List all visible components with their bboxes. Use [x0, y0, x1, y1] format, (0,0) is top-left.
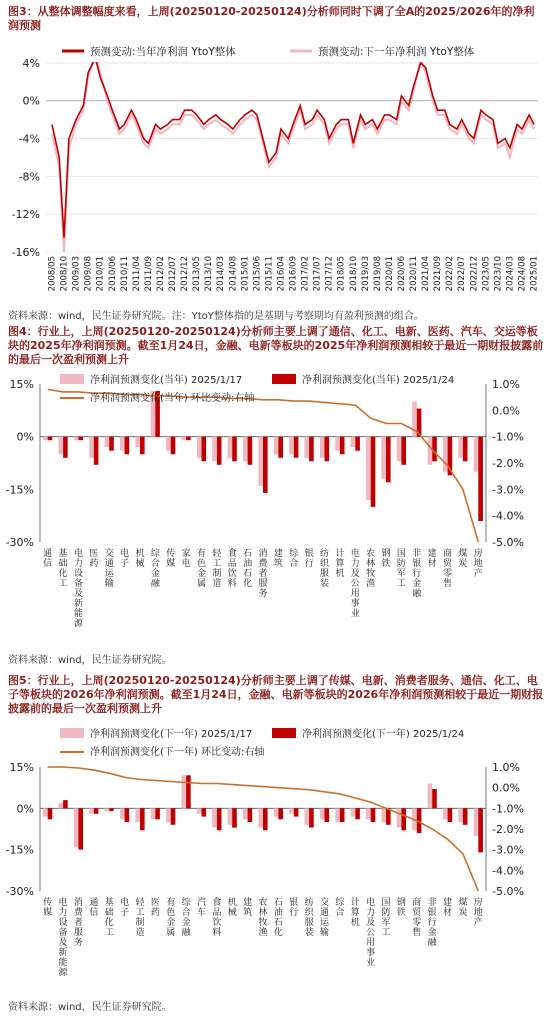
- bar-previous: [289, 808, 294, 814]
- x-category-label: 食品饮料: [212, 898, 222, 938]
- series-line-current-year: [52, 58, 534, 238]
- x-category-label: 电力及公用事业: [350, 549, 360, 619]
- x-category-label: 有色金属: [196, 549, 206, 589]
- bar-latest: [202, 437, 207, 462]
- x-category-label: 综合: [335, 898, 345, 918]
- y2-tick-label: -3.0%: [492, 843, 524, 857]
- bar-latest: [371, 437, 376, 507]
- x-tick-label: 2012/12: [180, 256, 191, 292]
- bar-latest: [248, 437, 253, 465]
- x-category-label: 汽车: [196, 898, 206, 918]
- x-category-label: 计算机: [335, 549, 345, 579]
- x-category-label: 钢铁: [396, 898, 406, 918]
- bar-latest: [325, 808, 330, 822]
- bar-latest: [340, 808, 345, 822]
- bar-previous: [89, 437, 94, 458]
- y2-tick-label: -5.0%: [492, 885, 524, 898]
- bar-previous: [443, 808, 448, 819]
- y-tick-label: 0%: [16, 430, 34, 444]
- bar-previous: [335, 808, 340, 822]
- bar-previous: [274, 437, 279, 455]
- bar-previous: [381, 437, 386, 479]
- bar-latest: [232, 808, 237, 827]
- x-tick-label: 2010/01: [95, 256, 106, 292]
- series-line-next-year: [52, 54, 534, 253]
- x-category-label: 机械: [135, 549, 145, 569]
- bar-previous: [428, 437, 433, 465]
- bar-previous: [243, 808, 248, 819]
- bar-latest: [109, 808, 114, 811]
- x-category-label: 传媒: [43, 898, 53, 918]
- x-category-label: 基础化工: [58, 549, 68, 589]
- y-tick-label: -15%: [5, 483, 34, 497]
- bar-latest: [94, 808, 99, 814]
- x-category-label: 建筑: [273, 549, 283, 569]
- bar-latest: [171, 808, 176, 825]
- x-tick-label: 2021/04: [421, 256, 432, 292]
- bar-previous: [243, 437, 248, 462]
- bar-previous: [397, 808, 402, 827]
- x-category-label: 交通运输: [320, 898, 330, 938]
- x-tick-label: 2013/05: [192, 256, 203, 292]
- y2-tick-label: 1.0%: [492, 761, 520, 774]
- bar-previous: [182, 437, 187, 441]
- x-category-label: 基础化工: [104, 898, 114, 938]
- figure3-source: 资料来源：wind，民生证券研究院。注：YtoY整体指的是基期与考察期均有盈利预测的组合。: [8, 311, 424, 322]
- bar-previous: [305, 437, 310, 458]
- y-tick-label: -30%: [5, 536, 34, 549]
- x-category-label: 电子: [120, 549, 130, 569]
- bar-latest: [478, 437, 483, 521]
- x-tick-label: 2008/10: [59, 256, 70, 292]
- x-tick-label: 2018/10: [348, 256, 359, 292]
- bar-latest: [202, 808, 207, 816]
- x-category-label: 农林牧渔: [366, 549, 376, 589]
- bar-previous: [274, 808, 279, 816]
- bar-latest: [371, 808, 376, 822]
- x-tick-label: 2014/08: [228, 256, 239, 292]
- bar-previous: [59, 437, 64, 455]
- x-tick-label: 2019/03: [360, 256, 371, 292]
- x-tick-label: 2016/09: [288, 256, 299, 292]
- y2-tick-label: 0.0%: [492, 404, 520, 418]
- bar-previous: [381, 808, 386, 822]
- y2-tick-label: -2.0%: [492, 457, 524, 470]
- x-tick-label: 2024/08: [517, 256, 528, 292]
- x-category-label: 非银行金融: [412, 549, 422, 599]
- x-category-label: 综合金融: [181, 898, 191, 938]
- bar-latest: [140, 808, 145, 830]
- bar-latest: [340, 437, 345, 455]
- bar-latest: [432, 437, 437, 462]
- x-category-label: 机械: [227, 898, 237, 918]
- bar-previous: [197, 808, 202, 814]
- bar-previous: [120, 437, 125, 451]
- x-category-label: 传媒: [166, 549, 176, 569]
- x-tick-label: 2018/05: [336, 256, 347, 292]
- x-tick-label: 2011/09: [143, 256, 154, 292]
- bar-previous: [197, 437, 202, 458]
- bar-latest: [309, 437, 314, 462]
- y-tick-label: 0%: [22, 94, 40, 108]
- x-category-label: 农林牧渔: [258, 898, 268, 938]
- bar-previous: [351, 437, 356, 448]
- bar-previous: [305, 808, 310, 825]
- bar-latest: [217, 437, 222, 465]
- x-tick-label: 2019/08: [372, 256, 383, 292]
- bar-previous: [335, 437, 340, 451]
- x-category-label: 交通运输: [104, 549, 114, 589]
- bar-previous: [120, 808, 125, 819]
- x-category-label: 商贸零售: [412, 898, 422, 938]
- x-tick-label: 2011/04: [131, 256, 142, 292]
- x-category-label: 通信: [43, 549, 53, 569]
- y-tick-label: -30%: [5, 885, 34, 898]
- bar-previous: [212, 808, 217, 827]
- x-tick-label: 2008/05: [47, 256, 58, 292]
- x-category-label: 综合: [289, 549, 299, 569]
- x-category-label: 非银行金融: [427, 898, 437, 948]
- bar-latest: [386, 808, 391, 825]
- x-category-label: 家电: [181, 549, 191, 569]
- bar-latest: [248, 808, 253, 822]
- y-tick-label: -12%: [11, 208, 40, 222]
- bar-previous: [366, 808, 371, 819]
- x-category-label: 食品饮料: [227, 549, 237, 589]
- x-category-label: 煤炭: [458, 898, 468, 918]
- bar-previous: [397, 437, 402, 462]
- bar-latest: [309, 808, 314, 827]
- y-tick-label: -4%: [18, 132, 40, 146]
- x-category-label: 轻工制造: [135, 898, 145, 938]
- x-tick-label: 2017/02: [300, 256, 311, 292]
- bar-latest: [386, 437, 391, 483]
- x-tick-label: 2022/12: [469, 256, 480, 292]
- chart-industry-current-year: [0, 372, 550, 630]
- bar-latest: [232, 437, 237, 462]
- y2-tick-label: -4.0%: [492, 509, 524, 523]
- x-category-label: 房地产: [473, 549, 483, 579]
- legend-label: 预测变动:当年净利润 YtoY整体: [90, 46, 236, 58]
- bar-latest: [355, 808, 360, 819]
- bar-latest: [355, 437, 360, 451]
- legend-label: 净利润预测变化(下一年) 环比变动:右轴: [90, 747, 265, 758]
- bar-previous: [458, 437, 463, 458]
- legend-swatch: [60, 728, 84, 738]
- y2-tick-label: 1.0%: [492, 378, 520, 391]
- x-tick-label: 2020/01: [384, 256, 395, 292]
- chart-industry-next-year: [0, 725, 550, 993]
- bar-previous: [166, 437, 171, 451]
- bar-previous: [43, 808, 48, 816]
- y2-tick-label: 0.0%: [492, 781, 520, 795]
- bar-latest: [294, 437, 299, 458]
- x-category-label: 消费者服务: [73, 898, 83, 948]
- y2-tick-label: -5.0%: [492, 536, 524, 549]
- bar-previous: [182, 775, 187, 808]
- x-tick-label: 2010/11: [119, 256, 130, 292]
- bar-latest: [63, 800, 68, 808]
- x-tick-label: 2017/07: [312, 256, 323, 292]
- x-category-label: 国防军工: [396, 549, 406, 589]
- x-tick-label: 2020/11: [409, 256, 419, 292]
- bar-previous: [458, 808, 463, 822]
- y-tick-label: -16%: [11, 246, 40, 259]
- x-tick-label: 2023/10: [493, 255, 504, 292]
- x-category-label: 电力设备及新能源: [58, 898, 68, 978]
- legend-label: 净利润预测变化(下一年) 2025/1/17: [90, 729, 253, 740]
- bar-latest: [48, 437, 53, 441]
- bar-latest: [278, 808, 283, 819]
- figure5-title: 图5：行业上，上周(20250120-20250124)分析师主要上调了传媒、电新、消费者服务、通信、化工、电子等板块的2026年净利润预测。截至1月24日，金融、电新等板块的2026年净利润预测相较于最近一期财报披露前的最后一次盈利预测上升: [8, 674, 544, 715]
- x-category-label: 综合金融: [150, 549, 160, 589]
- x-category-label: 纺织服装: [304, 898, 314, 938]
- bar-latest: [463, 808, 468, 825]
- x-tick-label: 2013/10: [204, 256, 215, 292]
- x-category-label: 银行: [289, 898, 299, 918]
- x-category-label: 计算机: [350, 898, 360, 928]
- bar-previous: [59, 803, 64, 809]
- x-tick-label: 2021/09: [433, 256, 444, 292]
- legend-label: 净利润预测变化(当年) 2025/1/24: [302, 375, 455, 386]
- x-tick-label: 2012/02: [155, 256, 166, 292]
- x-category-label: 建筑: [243, 898, 253, 918]
- bar-latest: [401, 437, 406, 465]
- x-tick-label: 2023/05: [481, 256, 492, 292]
- bar-previous: [320, 437, 325, 458]
- x-tick-label: 2017/12: [324, 256, 335, 292]
- bar-previous: [105, 437, 110, 448]
- bar-previous: [105, 808, 110, 811]
- bar-previous: [258, 437, 263, 486]
- legend-label: 净利润预测变化(下一年) 2025/1/24: [302, 729, 465, 740]
- bar-latest: [125, 437, 130, 455]
- x-tick-label: 2014/03: [216, 256, 227, 292]
- x-tick-label: 2012/07: [168, 256, 178, 292]
- bar-previous: [74, 808, 79, 847]
- bar-previous: [89, 808, 94, 814]
- bar-previous: [166, 808, 171, 822]
- y2-tick-label: -1.0%: [492, 802, 524, 816]
- bar-previous: [135, 808, 140, 822]
- bar-previous: [289, 437, 294, 455]
- bar-latest: [48, 808, 53, 819]
- x-tick-label: 2022/02: [445, 256, 456, 292]
- bar-latest: [263, 437, 268, 493]
- bar-latest: [463, 437, 468, 462]
- figure4-title: 图4：行业上，上周(20250120-20250124)分析师主要上调了通信、化工、电新、医药、汽车、交运等板块的2025年净利润预测。截至1月24日，金融、电新等板块的2025年净利润预测相较于最近一期财报披露前的最后一次盈利预测上升: [8, 325, 544, 366]
- x-category-label: 房地产: [473, 898, 483, 928]
- x-tick-label: 2009/03: [71, 256, 82, 292]
- bar-previous: [443, 437, 448, 472]
- bar-previous: [135, 437, 140, 448]
- y-tick-label: 0%: [16, 802, 34, 816]
- legend-swatch: [272, 728, 296, 738]
- x-tick-label: 2015/01: [240, 255, 251, 292]
- bar-previous: [74, 437, 79, 441]
- bar-latest: [78, 437, 83, 441]
- y2-tick-label: -3.0%: [492, 483, 524, 497]
- y-tick-label: -8%: [18, 170, 40, 184]
- bar-latest: [478, 808, 483, 852]
- bar-previous: [228, 808, 233, 825]
- x-tick-label: 2015/06: [252, 256, 263, 292]
- legend-label: 净利润预测变化(当年) 2025/1/17: [90, 375, 243, 386]
- bar-latest: [217, 808, 222, 830]
- y-tick-label: 4%: [22, 56, 40, 70]
- bar-previous: [228, 437, 233, 458]
- x-tick-label: 2010/06: [107, 256, 118, 292]
- bar-latest: [186, 437, 191, 441]
- bar-latest: [186, 775, 191, 808]
- legend-swatch: [60, 374, 84, 384]
- bar-previous: [258, 808, 263, 827]
- x-category-label: 电力设备及新能源: [73, 549, 83, 629]
- x-tick-label: 2015/11: [264, 256, 275, 292]
- bar-latest: [155, 808, 160, 819]
- figure4-source: 资料来源：wind，民生证券研究院。: [8, 655, 172, 666]
- x-category-label: 电力及公用事业: [366, 898, 376, 968]
- bar-previous: [366, 437, 371, 500]
- bar-latest: [325, 437, 330, 462]
- x-tick-label: 2025/01: [529, 256, 540, 292]
- x-category-label: 消费者服务: [258, 549, 268, 599]
- x-category-label: 银行: [304, 549, 314, 569]
- x-category-label: 电子: [120, 898, 130, 918]
- x-category-label: 有色金属: [166, 898, 176, 938]
- bar-latest: [140, 437, 145, 455]
- y2-tick-label: -4.0%: [492, 864, 524, 878]
- x-category-label: 建材: [427, 549, 437, 569]
- legend-label: 预测变动:下一年净利润 YtoY整体: [318, 46, 475, 58]
- bar-previous: [43, 437, 48, 441]
- bar-previous: [151, 808, 156, 819]
- x-category-label: 轻工制造: [212, 549, 222, 589]
- figure5-source: 资料来源：wind，民生证券研究院。: [8, 1002, 172, 1013]
- bar-previous: [428, 784, 433, 809]
- chart-forecast-change-trend: [0, 36, 550, 304]
- y2-tick-label: -2.0%: [492, 823, 524, 836]
- x-category-label: 通信: [89, 898, 99, 918]
- x-category-label: 石油石化: [243, 549, 253, 589]
- x-tick-label: 2020/06: [396, 256, 407, 292]
- x-tick-label: 2009/08: [83, 256, 94, 292]
- x-category-label: 煤炭: [458, 549, 468, 569]
- x-category-label: 国防军工: [381, 898, 391, 938]
- bar-latest: [448, 808, 453, 822]
- bar-latest: [401, 808, 406, 830]
- x-tick-label: 2022/07: [457, 256, 468, 292]
- figure3-title: 图3：从整体调整幅度来看，上周(20250120-20250124)分析师同时下调了全A的2025/2026年的净利润预测: [8, 5, 535, 32]
- bar-latest: [171, 437, 176, 455]
- bar-previous: [474, 437, 479, 472]
- y-tick-label: -15%: [5, 843, 34, 857]
- bar-previous: [212, 437, 217, 462]
- bar-latest: [94, 437, 99, 465]
- x-category-label: 医药: [89, 549, 99, 569]
- bar-latest: [263, 808, 268, 830]
- bar-latest: [63, 437, 68, 458]
- bar-latest: [125, 808, 130, 822]
- x-category-label: 医药: [150, 898, 160, 918]
- legend-swatch: [272, 374, 296, 384]
- bar-previous: [474, 808, 479, 836]
- y2-tick-label: -1.0%: [492, 430, 524, 444]
- bar-latest: [432, 789, 437, 808]
- x-category-label: 建材: [443, 898, 453, 918]
- bar-previous: [351, 808, 356, 816]
- y-tick-label: 15%: [9, 761, 34, 774]
- x-tick-label: 2024/03: [505, 256, 516, 292]
- x-category-label: 石油石化: [273, 898, 283, 938]
- x-category-label: 钢铁: [381, 549, 391, 569]
- y-tick-label: 15%: [9, 378, 34, 391]
- bar-previous: [320, 808, 325, 819]
- legend-label: 净利润预测变化(当年) 环比变动:右轴: [90, 393, 255, 404]
- x-category-label: 商贸零售: [443, 549, 453, 589]
- bar-latest: [294, 808, 299, 816]
- bar-latest: [78, 808, 83, 849]
- bar-latest: [278, 437, 283, 458]
- x-tick-label: 2016/04: [276, 256, 287, 292]
- bar-latest: [109, 437, 114, 451]
- x-category-label: 纺织服装: [320, 549, 330, 589]
